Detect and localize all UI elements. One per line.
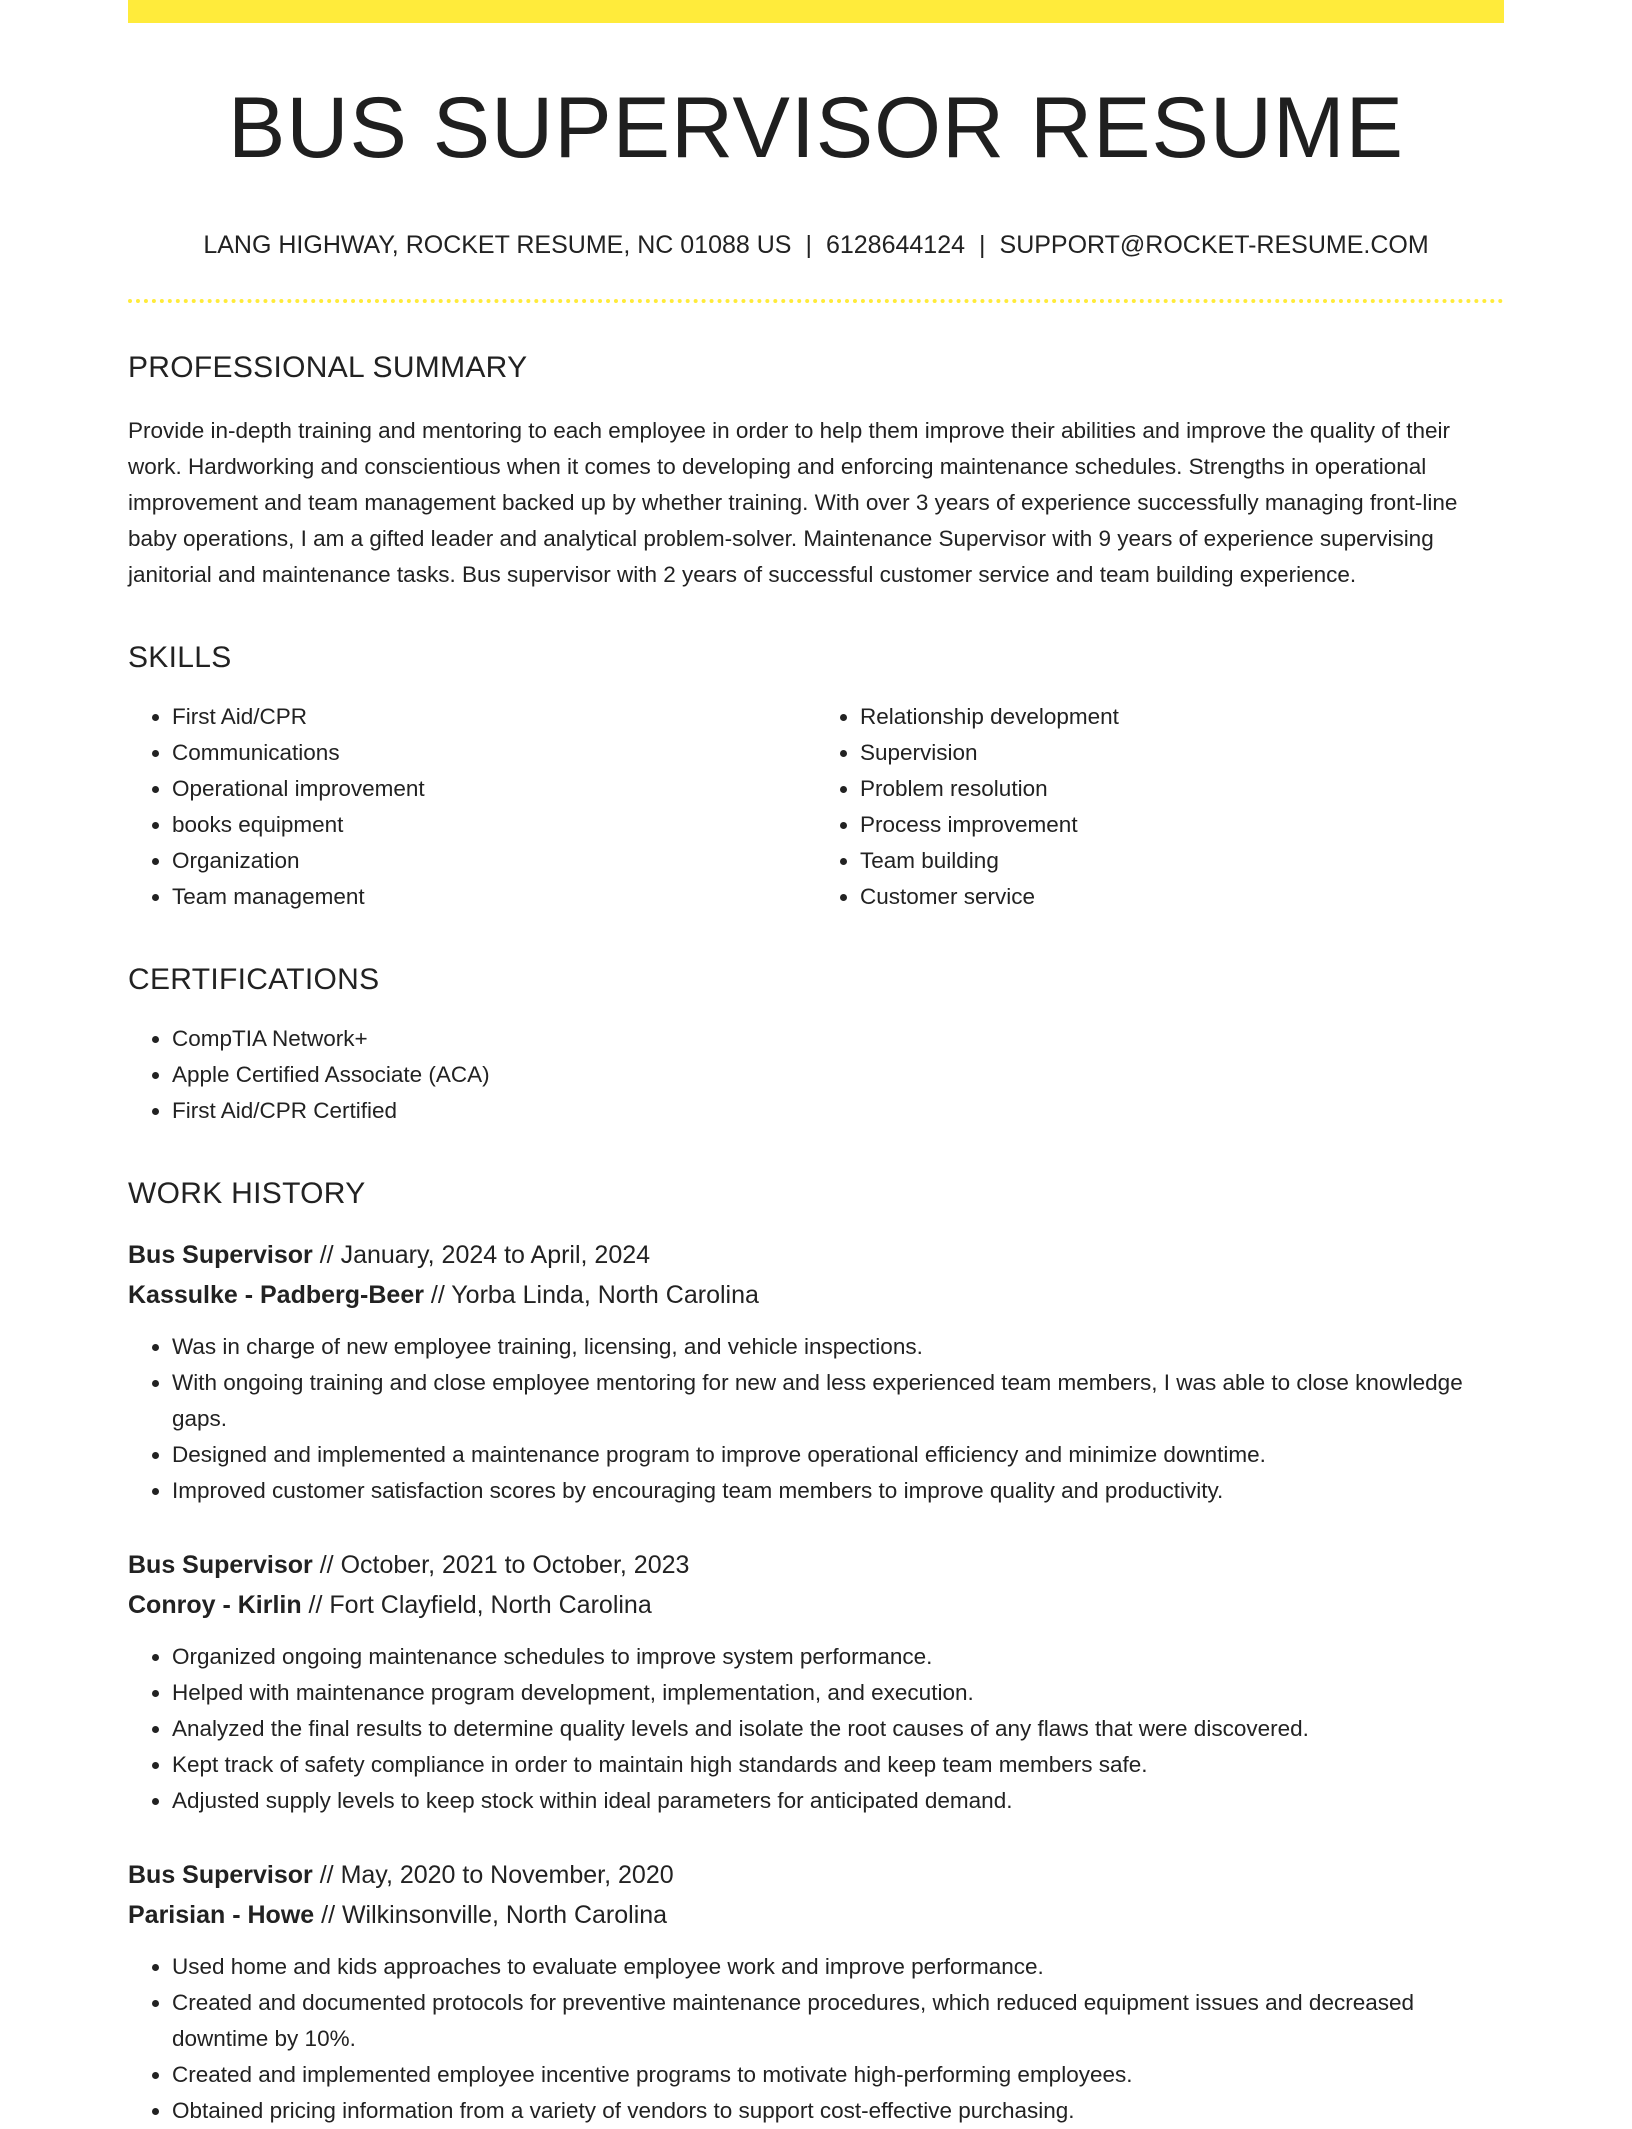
contact-line (128, 233, 1504, 258)
job-dates: // January, 2024 to April, 2024 (312, 1241, 651, 1269)
job-bullet: • Organized ongoing maintenance schedules to improve system performance. (172, 1639, 1504, 1675)
job-location: // Fort Clayfield, North Carolina (301, 1591, 652, 1619)
job-location: // Yorba Linda, North Carolina (423, 1281, 759, 1309)
skill-item: • Problem resolution (860, 771, 1504, 807)
skill-item: • Operational improvement (172, 771, 816, 807)
dotted-divider (128, 299, 1504, 303)
job-company-line (128, 1585, 1504, 1625)
job-bullets (128, 1949, 1504, 2129)
certification-item: • First Aid/CPR Certified (172, 1093, 1504, 1129)
skill-item: • Supervision (860, 735, 1504, 771)
skill-item: • books equipment (172, 807, 816, 843)
skills-column-left (128, 699, 816, 915)
job-title: Bus Supervisor (128, 1861, 313, 1889)
job-title-line (128, 1235, 1504, 1275)
email: SUPPORT@ROCKET-RESUME.COM (999, 231, 1429, 259)
job-dates: // May, 2020 to November, 2020 (312, 1861, 674, 1889)
job-title-line (128, 1855, 1504, 1895)
skills-heading: SKILLS (128, 641, 232, 674)
skill-item: • Team management (172, 879, 816, 915)
job-bullet: • Designed and implemented a maintenance program to improve operational efficiency and minimize downtime. (172, 1437, 1504, 1473)
job-bullets (128, 1329, 1504, 1509)
phone: 6128644124 (825, 231, 966, 259)
job-bullet: • Kept track of safety compliance in order to maintain high standards and keep team members safe. (172, 1747, 1504, 1783)
skill-item: • Organization (172, 843, 816, 879)
certification-item: • Apple Certified Associate (ACA) (172, 1057, 1504, 1093)
job-bullet: • Analyzed the final results to determine quality levels and isolate the root causes of any flaws that were discovered. (172, 1711, 1504, 1747)
skills-column-right (816, 699, 1504, 915)
job-company: Conroy - Kirlin (128, 1591, 302, 1619)
certifications-list (128, 1021, 1504, 1129)
work-history-heading: WORK HISTORY (128, 1177, 366, 1210)
contact-separator: | (979, 231, 986, 259)
skill-item: • Process improvement (860, 807, 1504, 843)
job-bullets (128, 1639, 1504, 1819)
job-company-line (128, 1275, 1504, 1315)
top-accent-bar (128, 0, 1504, 23)
job-bullet: • Used home and kids approaches to evaluate employee work and improve performance. (172, 1949, 1504, 1985)
skills-list (128, 699, 1504, 915)
job-bullet: • Helped with maintenance program development, implementation, and execution. (172, 1675, 1504, 1711)
job-company: Kassulke - Padberg-Beer (128, 1281, 424, 1309)
resume-page (128, 0, 1504, 2129)
skill-item: • First Aid/CPR (172, 699, 816, 735)
job-title: Bus Supervisor (128, 1241, 313, 1269)
certifications-heading: CERTIFICATIONS (128, 963, 380, 996)
skill-item: • Team building (860, 843, 1504, 879)
resume-title: BUS SUPERVISOR RESUME (228, 80, 1404, 176)
certification-item: • CompTIA Network+ (172, 1021, 1504, 1057)
job-bullet: • Obtained pricing information from a variety of vendors to support cost-effective purchasing. (172, 2093, 1504, 2129)
job-company: Parisian - Howe (128, 1901, 315, 1929)
address: LANG HIGHWAY, ROCKET RESUME, NC 01088 US (203, 231, 792, 259)
job-location: // Wilkinsonville, North Carolina (314, 1901, 668, 1929)
job-bullet: • Created and documented protocols for preventive maintenance procedures, which reduced equipment issues and decreased downtime by 10%. (172, 1985, 1504, 2057)
skill-item: • Communications (172, 735, 816, 771)
job-bullet: • Was in charge of new employee training, licensing, and vehicle inspections. (172, 1329, 1504, 1365)
contact-separator: | (805, 231, 812, 259)
job-title-line (128, 1545, 1504, 1585)
summary-text: Provide in-depth training and mentoring to each employee in order to help them improve their abilities and improve the quality of their work. Hardworking and conscientious when it comes to developing and enforcing maintenance schedules. Strengths in operational improvement and team management backed up by whether training. With over 3 years of experience successfully managing front-line baby operations, I am a gifted leader and analytical problem-solver. Maintenance Supervisor with 9 years of experience supervising janitorial and maintenance tasks. Bus supervisor with 2 years of successful customer service and team building experience. (128, 418, 1458, 587)
job-bullet: • Adjusted supply levels to keep stock within ideal parameters for anticipated demand. (172, 1783, 1504, 1819)
job-bullet: • Improved customer satisfaction scores by encouraging team members to improve quality and productivity. (172, 1473, 1504, 1509)
job-bullet: • Created and implemented employee incentive programs to motivate high-performing employees. (172, 2057, 1504, 2093)
skill-item: • Customer service (860, 879, 1504, 915)
job-bullet: • With ongoing training and close employee mentoring for new and less experienced team members, I was able to close knowledge gaps. (172, 1365, 1504, 1437)
job-company-line (128, 1895, 1504, 1935)
summary-heading: PROFESSIONAL SUMMARY (128, 351, 528, 384)
job-dates: // October, 2021 to October, 2023 (312, 1551, 690, 1579)
job-title: Bus Supervisor (128, 1551, 313, 1579)
skill-item: • Relationship development (860, 699, 1504, 735)
